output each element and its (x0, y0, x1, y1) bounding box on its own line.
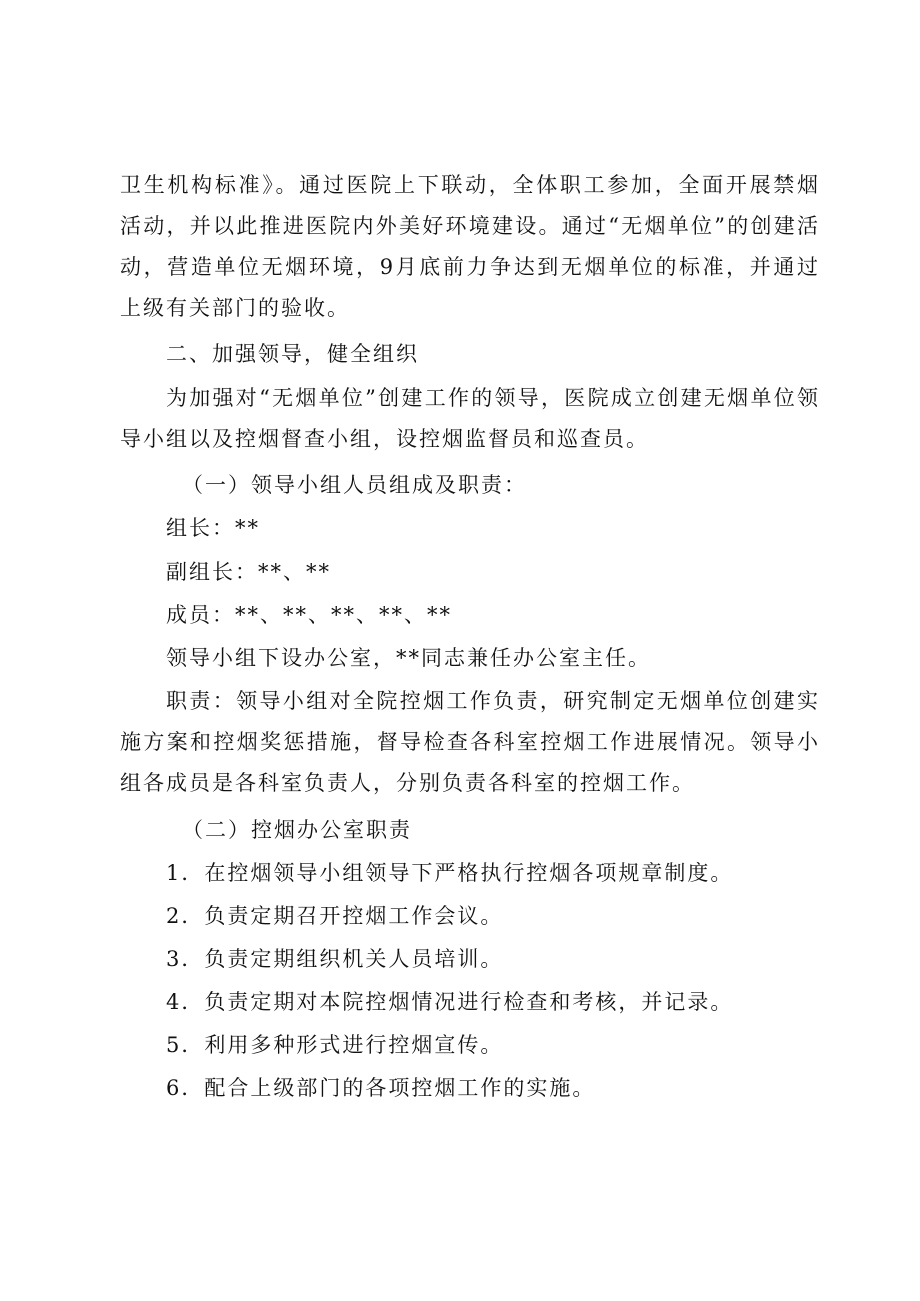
list-item-6: 6．配合上级部门的各项控烟工作的实施。 (166, 1076, 596, 1100)
duties-paragraph: 职责：领导小组对全院控烟工作负责，研究制定无烟单位创建实施方案和控烟奖惩措施，督导检查各科室控烟工作进展情况。领导小组各成员是各科室负责人，分别负责各科室的控烟工作。 (120, 689, 820, 795)
deputy-leader-line: 副组长：**、** (166, 560, 331, 584)
subsection-heading-2: （二）控烟办公室职责 (182, 818, 412, 842)
list-item-3: 3．负责定期组织机关人员培训。 (166, 947, 504, 971)
members-line: 成员：**、**、**、**、** (166, 603, 452, 627)
list-item-4: 4．负责定期对本院控烟情况进行检查和考核，并记录。 (166, 990, 734, 1014)
list-item-1: 1．在控烟领导小组领导下严格执行控烟各项规章制度。 (166, 861, 734, 885)
list-item-2: 2．负责定期召开控烟工作会议。 (166, 904, 504, 928)
group-leader-line: 组长：** (166, 516, 260, 540)
subsection-heading-1: （一）领导小组人员组成及职责： (182, 473, 527, 497)
list-item-5: 5．利用多种形式进行控烟宣传。 (166, 1033, 504, 1057)
body-paragraph-continuation: 卫生机构标准》。通过医院上下联动，全体职工参加，全面开展禁烟活动，并以此推进医院内外美好环境建设。通过“无烟单位”的创建活动，营造单位无烟环境，9月底前力争达到无烟单位的标准，并通过上级有关部门的验收。 (120, 173, 820, 320)
office-line: 领导小组下设办公室，**同志兼任办公室主任。 (166, 646, 651, 670)
section-heading-2: 二、加强领导，健全组织 (166, 342, 419, 366)
body-paragraph-leadership: 为加强对“无烟单位”创建工作的领导，医院成立创建无烟单位领导小组以及控烟督查小组，设控烟监督员和巡查员。 (120, 386, 820, 451)
